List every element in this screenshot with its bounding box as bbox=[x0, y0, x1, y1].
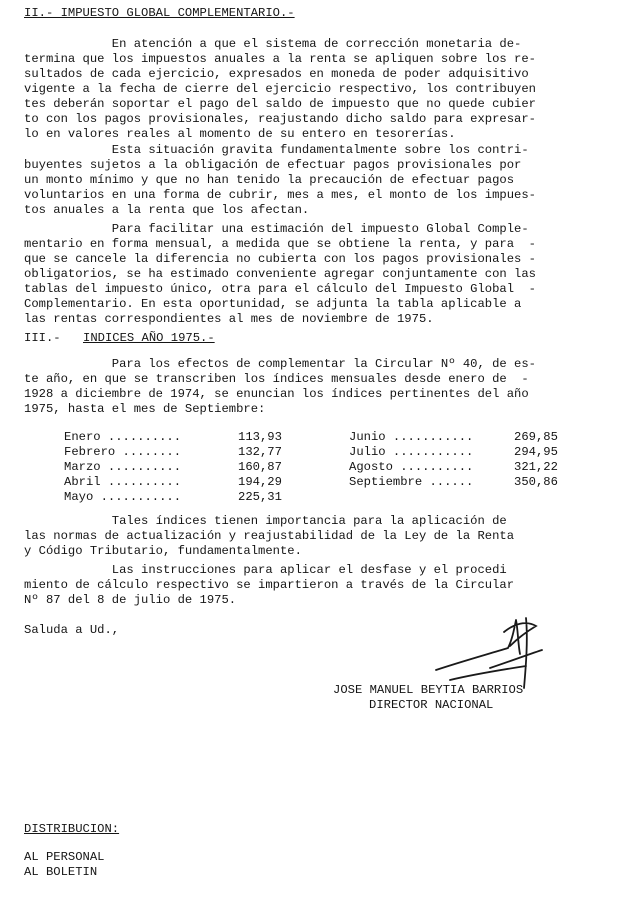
signer-name: JOSE MANUEL BEYTIA BARRIOS bbox=[333, 683, 524, 697]
signer-title: DIRECTOR NACIONAL bbox=[369, 698, 494, 712]
section-2-line: las rentas correspondientes al mes de noviembre de 1975. bbox=[24, 312, 434, 326]
salutation: Saluda a Ud., bbox=[24, 623, 120, 637]
section-2-line: termina que los impuestos anuales a la renta se apliquen sobre los re- bbox=[24, 52, 536, 66]
section-2-line: un monto mínimo y que no han tenido la precaución de efectuar pagos bbox=[24, 173, 515, 187]
section-2-line: tablas del impuesto único, otra para el cálculo del Impuesto Global - bbox=[24, 282, 536, 296]
section-2-line: mentario en forma mensual, a medida que se obtiene la renta, y para - bbox=[24, 237, 536, 251]
index-month: Septiembre ...... bbox=[349, 475, 474, 489]
section-3-number: III.- bbox=[24, 331, 61, 345]
section-3-closing-line: Las instrucciones para aplicar el desfase y el procedi bbox=[24, 563, 507, 577]
section-3-title: INDICES AÑO 1975.- bbox=[83, 331, 215, 345]
section-2-line: En atención a que el sistema de corrección monetaria de- bbox=[24, 37, 522, 51]
index-value: 269,85 bbox=[514, 430, 558, 444]
section-2-line: Para facilitar una estimación del impuesto Global Comple- bbox=[24, 222, 529, 236]
index-month: Mayo ........... bbox=[64, 490, 182, 504]
index-value: 294,95 bbox=[514, 445, 558, 459]
section-2-line: lo en valores reales al momento de su entero en tesorerías. bbox=[24, 127, 456, 141]
section-2-line: tos anuales a la renta que los afectan. bbox=[24, 203, 310, 217]
index-month: Marzo .......... bbox=[64, 460, 182, 474]
index-value: 225,31 bbox=[238, 490, 282, 504]
index-value: 321,22 bbox=[514, 460, 558, 474]
section-2-line: vigente a la fecha de cierre del ejercicio respectivo, los contribuyen bbox=[24, 82, 536, 96]
section-2-line: tes deberán soportar el pago del saldo de impuesto que no quede cubier bbox=[24, 97, 536, 111]
distribution-heading: DISTRIBUCION: bbox=[24, 822, 120, 836]
section-3-closing-line: Tales índices tienen importancia para la aplicación de bbox=[24, 514, 507, 528]
index-month: Febrero ........ bbox=[64, 445, 182, 459]
section-2-line: Esta situación gravita fundamentalmente sobre los contri- bbox=[24, 143, 529, 157]
section-3-intro-line: 1975, hasta el mes de Septiembre: bbox=[24, 402, 266, 416]
index-month: Julio ........... bbox=[349, 445, 474, 459]
section-3-intro-line: Para los efectos de complementar la Circular Nº 40, de es- bbox=[24, 357, 536, 371]
index-value: 132,77 bbox=[238, 445, 282, 459]
index-month: Abril .......... bbox=[64, 475, 182, 489]
section-3-closing-line: las normas de actualización y reajustabilidad de la Ley de la Renta bbox=[24, 529, 515, 543]
index-value: 350,86 bbox=[514, 475, 558, 489]
section-2-line: buyentes sujetos a la obligación de efectuar pagos provisionales por bbox=[24, 158, 522, 172]
index-value: 160,87 bbox=[238, 460, 282, 474]
section-2-line: que se cancele la diferencia no cubierta con los pagos provisionales - bbox=[24, 252, 536, 266]
section-3-closing-line: miento de cálculo respectivo se impartieron a través de la Circular bbox=[24, 578, 515, 592]
section-3-intro-line: 1928 a diciembre de 1974, se enuncian los índices pertinentes del año bbox=[24, 387, 529, 401]
index-value: 113,93 bbox=[238, 430, 282, 444]
section-3-closing-line: Nº 87 del 8 de julio de 1975. bbox=[24, 593, 237, 607]
section-2-line: sultados de cada ejercicio, expresados en moneda de poder adquisitivo bbox=[24, 67, 529, 81]
index-month: Junio ........... bbox=[349, 430, 474, 444]
section-3-intro-line: te año, en que se transcriben los índices mensuales desde enero de - bbox=[24, 372, 529, 386]
index-month: Agosto .......... bbox=[349, 460, 474, 474]
section-2-line: obligatorios, se ha estimado conveniente agregar conjuntamente con las bbox=[24, 267, 536, 281]
section-2-line: voluntarios en una forma de cubrir, mes a mes, el monto de los impues- bbox=[24, 188, 536, 202]
distribution-item: AL PERSONAL bbox=[24, 850, 105, 864]
section-2-line: to con los pagos provisionales, reajustando dicho saldo para expresar- bbox=[24, 112, 536, 126]
distribution-item: AL BOLETIN bbox=[24, 865, 98, 879]
section-3-closing-line: y Código Tributario, fundamentalmente. bbox=[24, 544, 302, 558]
index-value: 194,29 bbox=[238, 475, 282, 489]
section-2-title: II.- IMPUESTO GLOBAL COMPLEMENTARIO.- bbox=[24, 6, 295, 20]
index-month: Enero .......... bbox=[64, 430, 182, 444]
section-2-line: Complementario. En esta oportunidad, se adjunta la tabla aplicable a bbox=[24, 297, 522, 311]
